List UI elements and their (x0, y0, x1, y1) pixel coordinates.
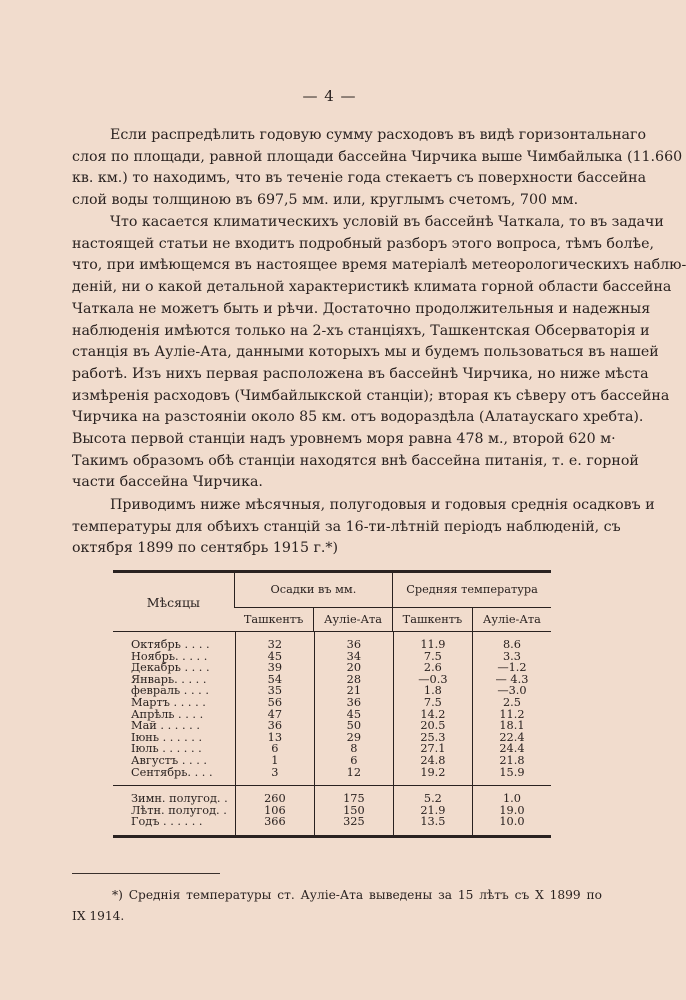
precip-tashkent-cell: 35 (235, 685, 314, 697)
text-line: что, при имѣющемся въ настоящее время матеріалѣ метеорологическихъ наблю- (72, 257, 686, 274)
temp-tashkent-cell: 14.2 (393, 709, 472, 721)
temp-tashkent-cell: 20.5 (393, 720, 472, 732)
precip-aulie-ata-cell: 36 (314, 697, 393, 709)
text-line: деній, ни о какой детальной характеристикѣ климата горной области бассейна (72, 279, 672, 296)
table-spacer (113, 778, 551, 786)
precip-tashkent-cell: 32 (235, 639, 314, 651)
footnote-rule (72, 873, 220, 874)
paragraph-runoff (72, 125, 683, 212)
temp-tashkent-cell: 25.3 (393, 732, 472, 744)
temp-aulie-ata-cell: 15.9 (472, 767, 551, 779)
text-line: работѣ. Изъ нихъ первая расположена въ бассейнѣ Чирчика, но ниже мѣста (72, 365, 649, 382)
header-station-aulie-ata-temp: Ауліе-Ата (472, 607, 551, 631)
temp-tashkent-cell: —0.3 (393, 674, 472, 686)
temp-aulie-ata-cell: — 4.3 (472, 674, 551, 686)
temp-aulie-ata-cell: —1.2 (472, 662, 551, 674)
text-line: Чирчика на разстояніи около 85 км. отъ водораздѣла (Алатаускаго хребта). (72, 409, 644, 426)
precip-aulie-ata-cell: 45 (314, 709, 393, 721)
header-temperature: Средняя температура (393, 573, 551, 607)
header-station-tashkent-precip: Ташкентъ (234, 607, 313, 631)
temp-tashkent-cell: 24.8 (393, 755, 472, 767)
climate-table (113, 570, 551, 838)
table-row (113, 767, 551, 779)
month-cell: Январь. . . . . (131, 672, 207, 686)
table-spacer (113, 828, 551, 835)
precip-tashkent-cell: 47 (235, 709, 314, 721)
temp-aulie-ata-cell: —3.0 (472, 685, 551, 697)
table-row (113, 720, 551, 732)
text-line: наблюденія имѣются только на 2-хъ станціяхъ, Ташкентская Обсерваторія и (72, 322, 650, 339)
month-cell: февраль . . . . (131, 684, 209, 698)
text-line: станція въ Ауліе-Ата, данными которыхъ мы и будемъ пользоваться въ нашей (72, 344, 659, 361)
precip-aulie-ata-cell: 175 (314, 793, 393, 805)
precip-aulie-ata-cell: 29 (314, 732, 393, 744)
precip-aulie-ata-cell: 28 (314, 674, 393, 686)
precip-tashkent-cell: 13 (235, 732, 314, 744)
precip-aulie-ata-cell: 36 (314, 639, 393, 651)
temp-aulie-ata-cell: 1.0 (472, 793, 551, 805)
footnote-line: IX 1914. (72, 909, 125, 923)
precip-tashkent-cell: 1 (235, 755, 314, 767)
temp-tashkent-cell: 2.6 (393, 662, 472, 674)
header-station-aulie-ata-precip: Ауліе-Ата (313, 607, 392, 631)
precip-aulie-ata-cell: 6 (314, 755, 393, 767)
precip-tashkent-cell: 106 (235, 805, 314, 817)
text-line: Такимъ образомъ обѣ станціи находятся внѣ бассейна питанія, т. е. горной (72, 452, 639, 469)
temp-aulie-ata-cell: 3.3 (472, 651, 551, 663)
temp-tashkent-cell: 1.8 (393, 685, 472, 697)
table-body (113, 632, 551, 835)
table-row-total (113, 793, 551, 805)
temp-tashkent-cell: 11.9 (393, 639, 472, 651)
month-cell: Сентябрь. . . . (131, 765, 213, 779)
temp-aulie-ata-cell: 22.4 (472, 732, 551, 744)
table-header (113, 573, 551, 631)
temp-aulie-ata-cell: 10.0 (472, 816, 551, 828)
header-station-tashkent-temp: Ташкентъ (393, 607, 473, 631)
text-line: Если распредѣлить годовую сумму расходовъ въ видѣ горизонтальнаго (110, 127, 646, 143)
text-line: температуры для обѣихъ станцій за 16-ти-лѣтній періодъ наблюденій, съ (72, 518, 621, 535)
month-cell: Іюль . . . . . . (131, 742, 202, 756)
table-row (113, 697, 551, 709)
precip-aulie-ata-cell: 21 (314, 685, 393, 697)
text-line: измѣренія расходовъ (Чимбайлыкской станціи); вторая къ сѣверу отъ бассейна (72, 387, 670, 404)
table-row-total (113, 816, 551, 828)
month-cell: Октябрь . . . . (131, 638, 210, 651)
precip-aulie-ata-cell: 325 (314, 816, 393, 828)
precip-tashkent-cell: 39 (235, 662, 314, 674)
precip-aulie-ata-cell: 12 (314, 767, 393, 779)
temp-aulie-ata-cell: 18.1 (472, 720, 551, 732)
precip-tashkent-cell: 36 (235, 720, 314, 732)
footnote-line: *) Среднія температуры ст. Ауліе-Ата выведены за 15 лѣтъ съ X 1899 по (112, 888, 602, 902)
month-cell: Годъ . . . . . . (131, 815, 203, 829)
temp-aulie-ata-cell: 8.6 (472, 639, 551, 651)
month-cell: Мартъ . . . . . (131, 695, 206, 709)
precip-tashkent-cell: 3 (235, 767, 314, 779)
text-line: Приводимъ ниже мѣсячныя, полугодовыя и годовыя среднія осадковъ и (110, 497, 655, 513)
text-line: настоящей статьи не входитъ подробный разборъ этого вопроса, тѣмъ болѣе, (72, 235, 654, 252)
footnote (72, 885, 602, 927)
precip-tashkent-cell: 54 (235, 674, 314, 686)
temp-aulie-ata-cell: 24.4 (472, 743, 551, 755)
table-row (113, 755, 551, 767)
precip-tashkent-cell: 45 (235, 651, 314, 663)
month-cell: Зимн. полугод. . (131, 792, 228, 806)
temp-tashkent-cell: 27.1 (393, 743, 472, 755)
text-line: слой воды толщиною въ 697,5 мм. или, круглымъ счетомъ, 700 мм. (72, 192, 579, 209)
month-cell: Августъ . . . . (131, 753, 207, 767)
precip-tashkent-cell: 260 (235, 793, 314, 805)
page-number: — 4 — (302, 87, 357, 105)
month-cell: Іюнь . . . . . . (131, 730, 203, 744)
paragraph-table-intro (72, 495, 655, 560)
precip-aulie-ata-cell: 34 (314, 651, 393, 663)
precip-aulie-ata-cell: 20 (314, 662, 393, 674)
text-line: октября 1899 по сентябрь 1915 г.*) (72, 540, 339, 557)
temp-aulie-ata-cell: 11.2 (472, 709, 551, 721)
header-months: Мѣсяцы (146, 594, 200, 610)
temp-aulie-ata-cell: 21.8 (472, 755, 551, 767)
temp-tashkent-cell: 7.5 (393, 651, 472, 663)
temp-tashkent-cell: 13.5 (393, 816, 472, 828)
text-line: Что касается климатическихъ условій въ бассейнѣ Чаткала, то въ задачи (110, 214, 664, 230)
month-cell: Апрѣль . . . . (131, 707, 204, 721)
month-cell: Декабрь . . . . (131, 661, 210, 675)
temp-tashkent-cell: 19.2 (393, 767, 472, 779)
table-bottom-rule (113, 835, 551, 838)
precip-tashkent-cell: 6 (235, 743, 314, 755)
precip-aulie-ata-cell: 8 (314, 743, 393, 755)
temp-tashkent-cell: 21.9 (393, 805, 472, 817)
text-line: слоя по площади, равной площади бассейна Чирчика выше Чимбайлыка (11.660 (72, 148, 683, 165)
temp-aulie-ata-cell: 2.5 (472, 697, 551, 709)
month-cell: Лѣтн. полугод. . (131, 803, 227, 817)
temp-tashkent-cell: 7.5 (393, 697, 472, 709)
month-cell: Май . . . . . . (131, 719, 200, 733)
text-line: кв. км.) то находимъ, что въ теченіе года стекаетъ съ поверхности бассейна (72, 170, 647, 187)
precip-aulie-ata-cell: 50 (314, 720, 393, 732)
header-precipitation: Осадки въ мм. (234, 573, 392, 607)
text-line: части бассейна Чирчика. (72, 474, 263, 491)
precip-tashkent-cell: 56 (235, 697, 314, 709)
text-line: Чаткала не можетъ быть и рѣчи. Достаточно продолжительныя и надежныя (72, 300, 651, 317)
precip-aulie-ata-cell: 150 (314, 805, 393, 817)
table-row (113, 639, 551, 651)
paragraph-climate (72, 212, 686, 494)
month-cell: Ноябрь. . . . . (131, 649, 208, 663)
text-line: Высота первой станціи надъ уровнемъ моря равна 478 м., второй 620 м· (72, 431, 616, 448)
temp-aulie-ata-cell: 19.0 (472, 805, 551, 817)
temp-tashkent-cell: 5.2 (393, 793, 472, 805)
precip-tashkent-cell: 366 (235, 816, 314, 828)
